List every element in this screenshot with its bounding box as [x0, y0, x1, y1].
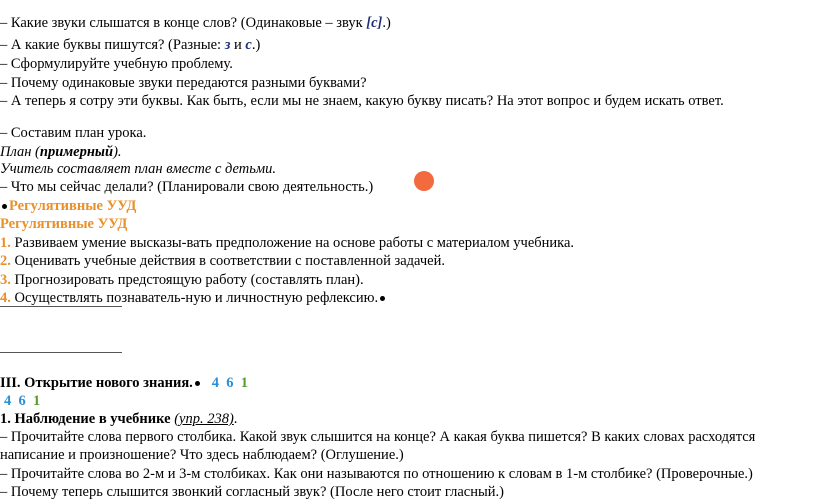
letter-z: з [224, 37, 231, 53]
line-plan: План (примерный). [0, 144, 122, 160]
uud-item-3: 3. Прогнозировать предстоящую работу (составлять план). [0, 272, 364, 288]
uud-item-4: 4. Осуществлять познаватель-ную и личностную рефлексию. [0, 289, 387, 307]
divider-1 [0, 306, 122, 307]
line-question-letters: – А какие буквы пишутся? (Разные: з и с.) [0, 37, 261, 53]
question-2: – Прочитайте слова во 2-м и 3-м столбиках. Как они называются по отношению к словам в 1-м столбике? (Проверочные.) [0, 466, 753, 482]
divider-2 [0, 352, 122, 353]
line-question-sounds: – Какие звуки слышатся в конце слов? (Одинаковые – звук [с].) [0, 15, 391, 31]
bullet-icon [2, 204, 7, 209]
line-teacher: Учитель составляет план вместе с детьми. [0, 161, 276, 177]
line-what-did: – Что мы сейчас делали? (Планировали свою деятельность.) [0, 179, 374, 195]
bullet-icon [380, 296, 385, 301]
uud-heading-2: Регулятивные УУД [0, 216, 128, 232]
uud-heading-1: Регулятивные УУД [0, 197, 136, 215]
question-1: – Прочитайте слова первого столбика. Какой звук слышится на конце? А какая буква пишется? В каких словах расходятся [0, 429, 756, 445]
uud-item-2: 2. Оценивать учебные действия в соответствии с поставленной задачей. [0, 253, 445, 269]
line-erase: – А теперь я сотру эти буквы. Как быть, если мы не знаем, какую букву писать? На этот вопрос и будем искать ответ. [0, 93, 724, 109]
line-why: – Почему одинаковые звуки передаются разными буквами? [0, 75, 367, 91]
bullet-icon [195, 381, 200, 386]
marks-row: 4 6 1 [4, 393, 41, 409]
line-plan-lesson: – Составим план урока. [0, 125, 147, 141]
marker-circle [414, 171, 434, 191]
observation-heading: 1. Наблюдение в учебнике (упр. 238). [0, 411, 238, 427]
question-1-cont: написание и произношение? Что здесь наблюдаем? (Оглушение.) [0, 447, 404, 463]
question-3: – Почему теперь слышится звонкий согласный звук? (После него стоит гласный.) [0, 484, 504, 500]
section-title: III. Открытие нового знания. 4 6 1 [0, 375, 249, 391]
uud-item-1: 1. Развиваем умение высказы-вать предположение на основе работы с материалом учебника. [0, 235, 575, 251]
sound-s: [с] [366, 15, 383, 31]
letter-s: с [245, 37, 252, 53]
line-formulate: – Сформулируйте учебную проблему. [0, 56, 233, 72]
